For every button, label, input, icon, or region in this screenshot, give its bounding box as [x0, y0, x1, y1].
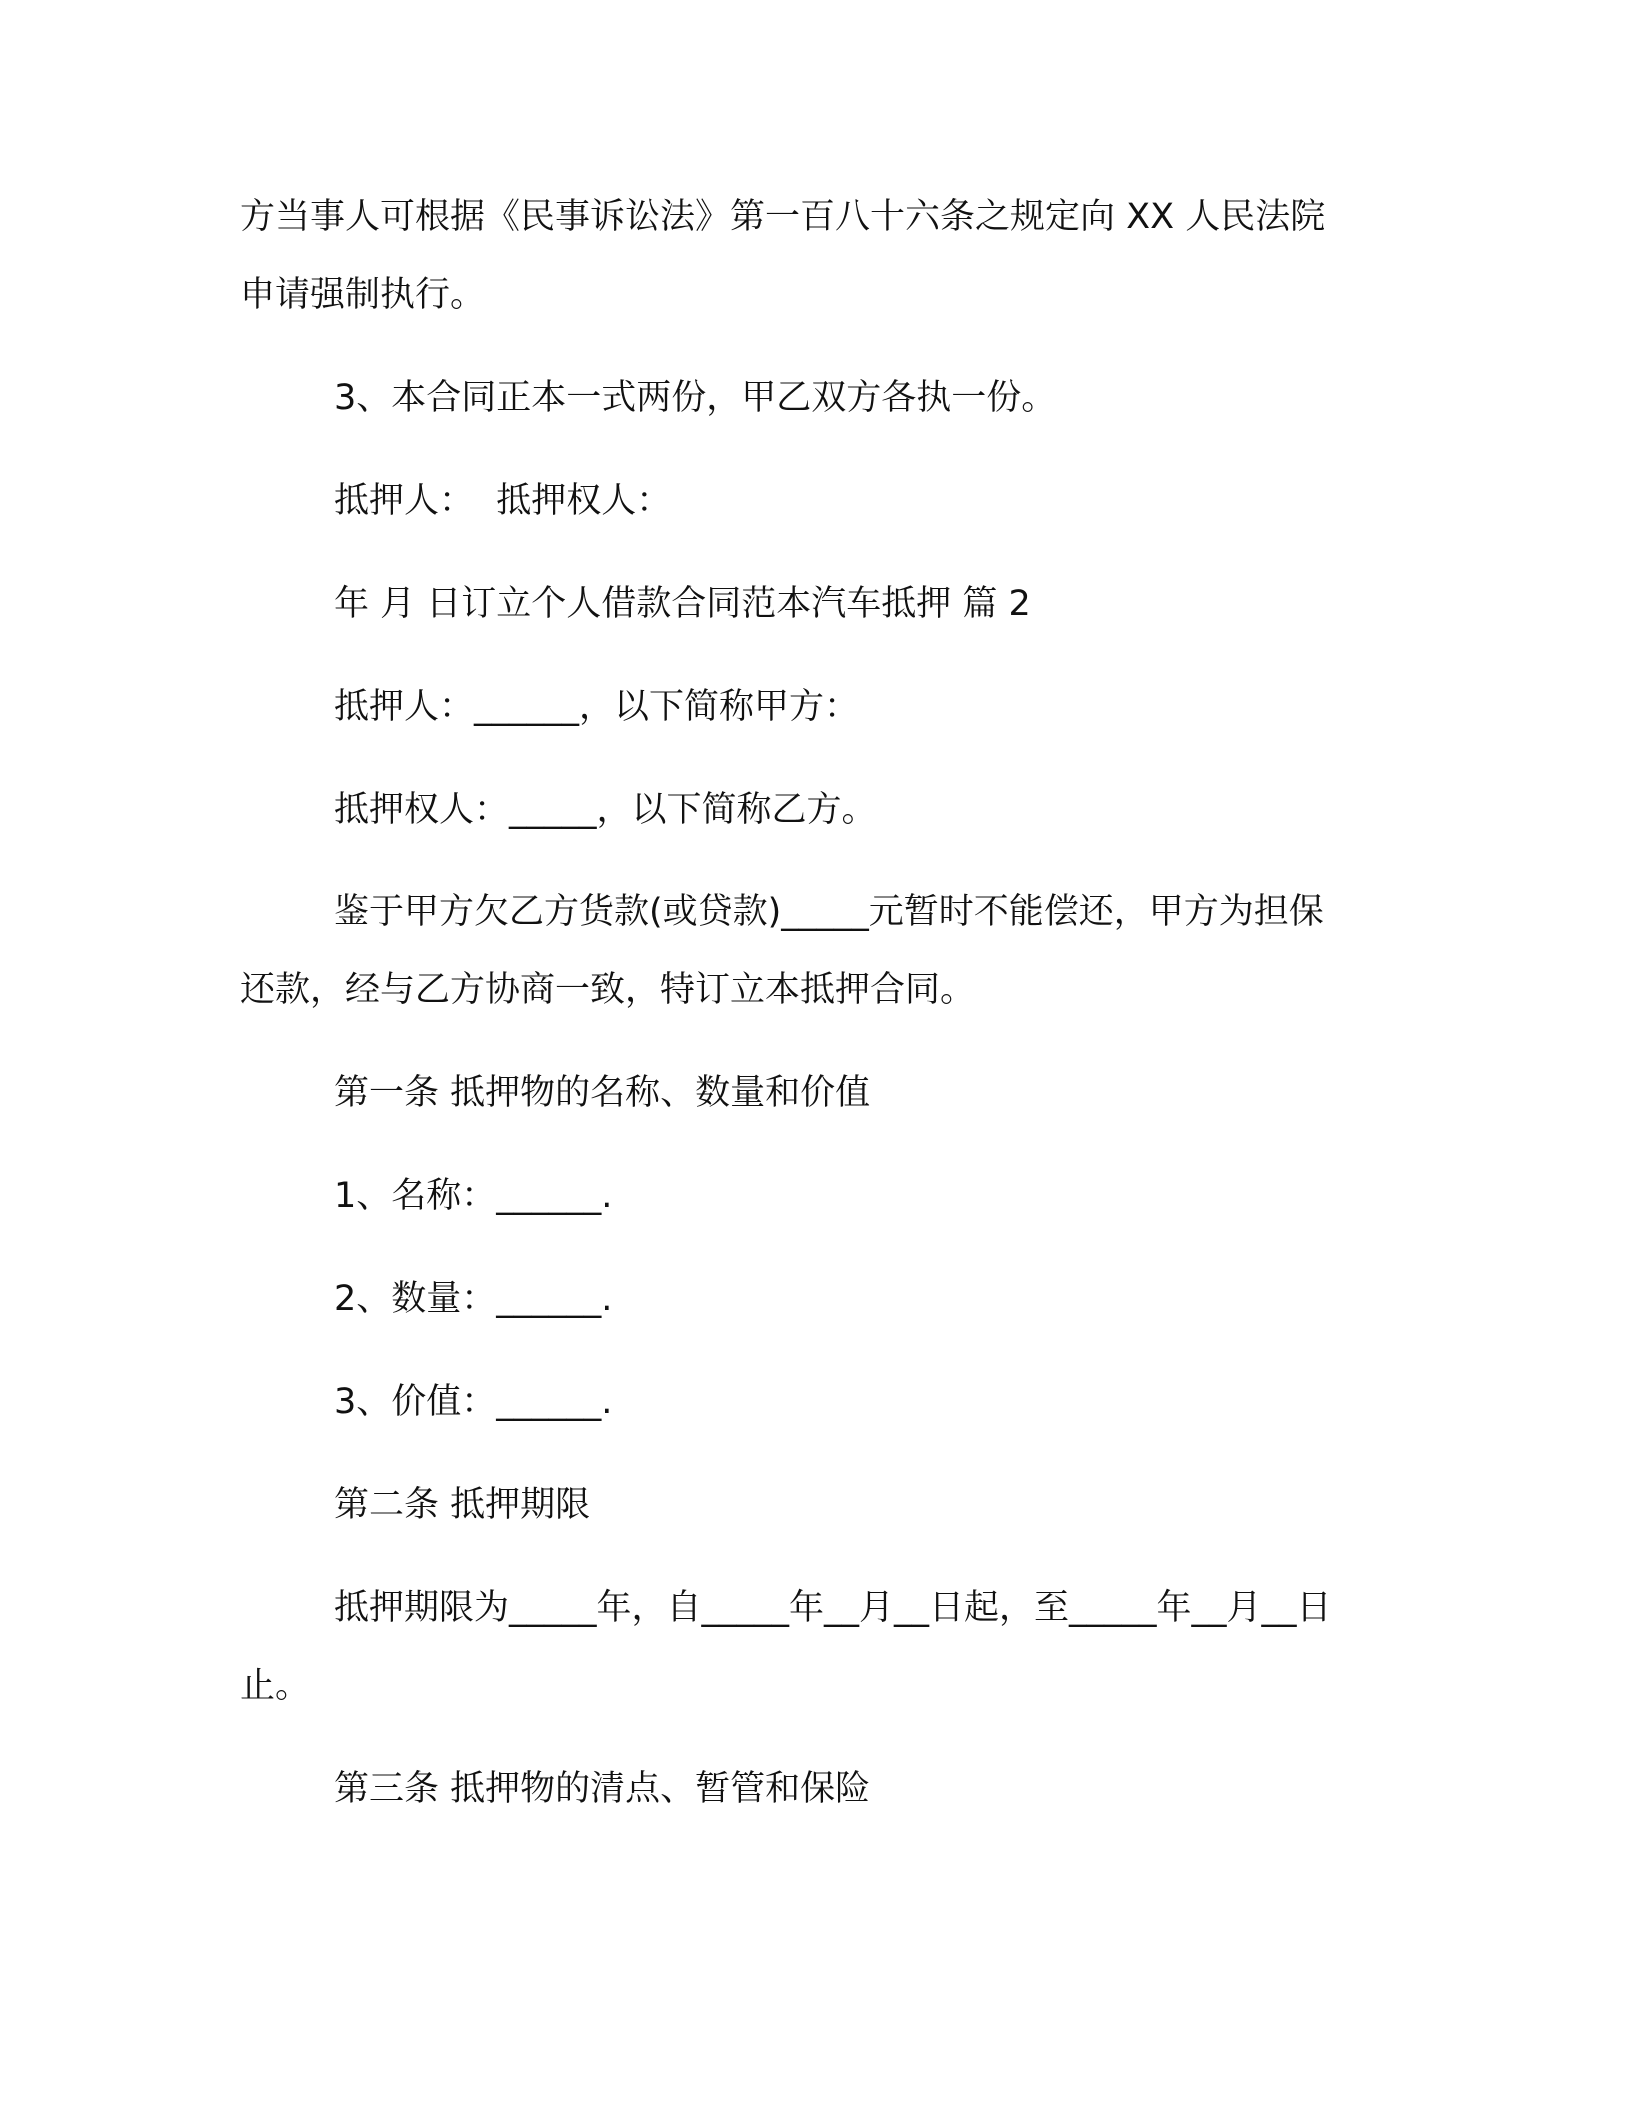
mortgagee-field: 抵押权人：_____，以下简称乙方。 — [334, 790, 877, 830]
paragraph-enforcement-line-2: 申请强制执行。 — [240, 275, 486, 315]
article-2-term-line-1: 抵押期限为_____年，自_____年__月__日起，至_____年__月__日 — [334, 1588, 1332, 1628]
paragraph-recital-line-2: 还款，经与乙方协商一致，特订立本抵押合同。 — [240, 970, 976, 1010]
paragraph-enforcement-line-1: 方当事人可根据《民事诉讼法》第一百八十六条之规定向 XX 人民法院 — [240, 197, 1326, 237]
paragraph-recital-line-1: 鉴于甲方欠乙方货款(或贷款)_____元暂时不能偿还，甲方为担保 — [334, 892, 1324, 932]
article-1-item-value: 3、价值：______. — [334, 1382, 613, 1422]
mortgagor-field: 抵押人：______，以下简称甲方： — [334, 687, 860, 727]
article-1-item-quantity: 2、数量：______. — [334, 1279, 613, 1319]
article-3-heading: 第三条 抵押物的清点、暂管和保险 — [334, 1769, 871, 1809]
article-1-heading: 第一条 抵押物的名称、数量和价值 — [334, 1073, 871, 1113]
article-2-heading: 第二条 抵押期限 — [334, 1485, 591, 1525]
article-1-item-name: 1、名称：______. — [334, 1176, 613, 1216]
article-2-term-line-2: 止。 — [240, 1666, 311, 1706]
signature-parties-line: 抵押人： 抵押权人： — [334, 481, 672, 521]
paragraph-copies: 3、本合同正本一式两份，甲乙双方各执一份。 — [334, 378, 1057, 418]
section-heading-part-2: 年 月 日订立个人借款合同范本汽车抵押 篇 2 — [334, 584, 1031, 624]
